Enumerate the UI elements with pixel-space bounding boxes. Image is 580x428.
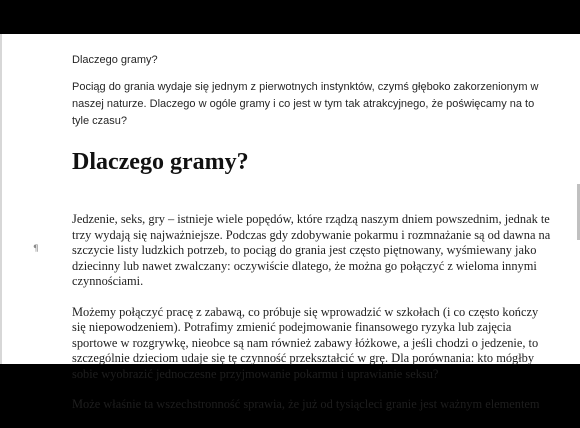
- formatting-mark-icon: ¶: [33, 244, 39, 254]
- document-page[interactable]: [0, 34, 580, 411]
- intro-paragraph: Pociąg do grania wydaje się jednym z pierwotnych instynktów, czymś głęboko zakorzenionym w naszej naturze. Dlaczego w ogóle gramy i co jest w tym tak atrakcyjnego, że poświęcamy na to tyle czasu?: [72, 81, 539, 127]
- page-left-border: [0, 34, 2, 364]
- article-paragraph-3: Może właśnie ta wszechstronność sprawia, że już od tysiącleci granie jest ważnym elementem: [72, 397, 540, 411]
- article-paragraph-1: Jedzenie, seks, gry – istnieje wiele popędów, które rządzą naszym dniem powszednim, jednak te trzy wydają się najważniejsze. Podczas gdy zdobywanie pokarmu i rozmnażanie są od dawna na szczycie listy ludzkich potrzeb, to pociąg do grania jest często piętnowany, wyśmiewany jako dziecinny lub nawet zwalczany: oczywiście dlatego, że można go połączyć z wieloma innymi czynnościami.: [72, 212, 551, 288]
- article-paragraph-2: Możemy połączyć pracę z zabawą, co próbuje się wprowadzić w szkołach (i co często kończy się niepowodzeniem). Potrafimy zmienić podejmowanie finansowego ryzyka lub zajęcia sportowe w rozgrywkę, nieobce są nam również zabawy łóżkowe, a jeśli chodzi o jedzenie, to szczególnie dzieciom udaje się tę czynność przekształcić w grę. Dla porównania: kto mógłby sobie wyobrazić jednoczesne przyjmowanie pokarmu i uprawianie seksu?: [72, 304, 539, 381]
- intro-title: Dlaczego gramy?: [72, 54, 158, 66]
- document-content: [72, 52, 552, 428]
- article-heading: Dlaczego gramy?: [72, 149, 249, 175]
